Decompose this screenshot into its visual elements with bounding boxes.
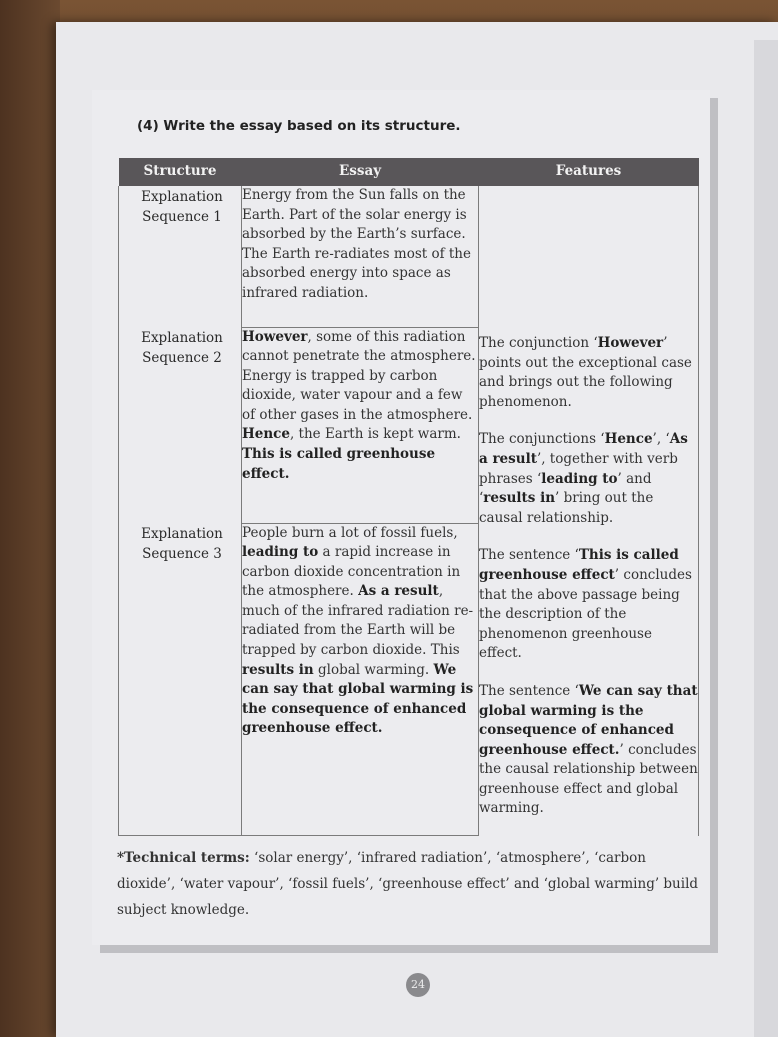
text-run: ’ concludes that the above passage being the description of the phenomenon greenhouse effect. [479, 566, 692, 662]
bold-term: Hence [242, 426, 290, 443]
text-run: global warming. [313, 661, 434, 678]
text-run: ’, together with verb phrases ‘ [479, 450, 678, 487]
bold-term: However [242, 328, 308, 345]
header-features: Features [479, 158, 699, 186]
feature-note [479, 430, 698, 528]
text-run: ’ bring out the causal relationship. [479, 490, 654, 526]
section-heading: (4) Write the essay based on its structure. [137, 118, 461, 134]
technical-terms-note [117, 845, 707, 923]
text-run: , the Earth is kept warm. [289, 426, 461, 443]
structure-label: Explanation Sequence 1 [141, 189, 223, 225]
features-cell [479, 186, 699, 836]
text-run: The conjunction ‘ [479, 335, 598, 351]
structure-cell [119, 327, 242, 523]
text-run: Energy from the Sun falls on the Earth. Part of the solar energy is absorbed by the Earth’s surface. The Earth re-radiates most of the absorbed energy into space as infrared radiation. [242, 187, 471, 301]
text-run: The sentence ‘ [479, 547, 579, 564]
bold-term: results in [483, 490, 556, 507]
structure-label: Explanation Sequence 2 [141, 330, 223, 366]
text-run: , some of this radiation cannot penetrate the atmosphere. Energy is trapped by carbon dioxide, water vapour and a few of other gases in the atmosphere. [242, 328, 476, 423]
text-run: ’ and ‘ [479, 470, 652, 507]
feature-note [479, 334, 698, 412]
text-run: , much of the infrared radiation re-radiated from the Earth will be trapped by carbon dioxide. This [242, 583, 474, 659]
text-run: ’, ‘ [652, 431, 670, 448]
text-run: a rapid increase in carbon dioxide concentration in the atmosphere. [242, 544, 461, 600]
structure-cell [119, 523, 242, 836]
bold-term: leading to [242, 544, 319, 561]
bold-term: As a result [358, 583, 439, 600]
text-run: The conjunctions ‘ [479, 431, 605, 448]
text-run: People burn a lot of fossil fuels, [242, 524, 458, 541]
header-structure: Structure [119, 158, 242, 186]
feature-note [479, 546, 698, 664]
bold-term: This is called greenhouse effect. [242, 446, 436, 482]
bold-term: leading to [541, 470, 618, 487]
bold-term: However [597, 335, 664, 351]
footnote-label: *Technical terms: [117, 850, 250, 866]
structure-label: Explanation Sequence 3 [141, 526, 223, 562]
essay-cell [242, 186, 479, 327]
essay-cell [242, 327, 479, 523]
text-run: ’ concludes the causal relationship between greenhouse effect and global warming. [479, 741, 698, 817]
page-edge [754, 40, 778, 1037]
table-header-row [119, 158, 699, 186]
header-essay: Essay [242, 158, 479, 186]
essay-structure-table [118, 158, 699, 836]
bold-term: This is called greenhouse effect [479, 547, 679, 583]
bold-term: We can say that global warming is the consequence of enhanced greenhouse effect. [479, 682, 698, 758]
structure-cell [119, 186, 242, 327]
bold-term: We can say that global warming is the consequence of enhanced greenhouse effect. [242, 661, 474, 737]
bold-term: Hence [604, 431, 653, 448]
footnote-text: ‘solar energy’, ‘infrared radiation’, ‘atmosphere’, ‘carbon dioxide’, ‘water vapour’, ‘fossil fuels’, ‘greenhouse effect’ and ‘global warming’ build subject knowledge. [117, 850, 699, 918]
bold-term: As a result [479, 431, 688, 467]
text-run: The sentence ‘ [479, 682, 579, 699]
feature-note [479, 682, 698, 819]
table-row [119, 186, 699, 327]
bold-term: results in [242, 661, 314, 678]
text-run: ’ points out the exceptional case and brings out the following phenomenon. [479, 335, 692, 410]
desk-edge [0, 0, 60, 1037]
page-number: 24 [406, 973, 430, 997]
essay-cell [242, 523, 479, 836]
